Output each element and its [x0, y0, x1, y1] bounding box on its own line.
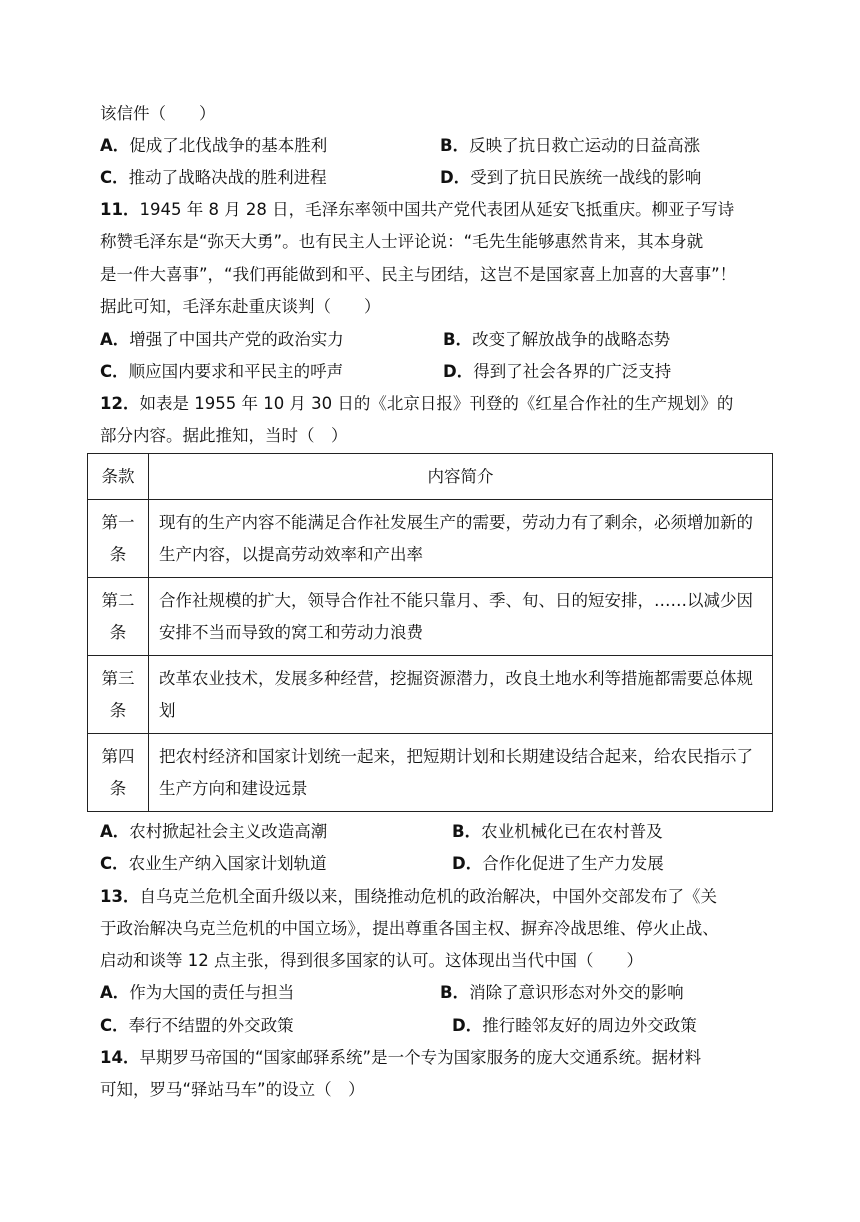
q12-options-row-1: [100, 821, 780, 843]
table-cell-clause: [88, 734, 149, 812]
q13-options-row-1: [100, 982, 780, 1004]
question-text: 早期罗马帝国的“国家邮驿系统”是一个专为国家服务的庞大交通系统。据材料: [139, 1048, 702, 1067]
clause-label: 第四条: [101, 746, 135, 798]
option-text: 作为大国的责任与担当: [129, 983, 295, 1002]
q13-options-row-2: [100, 1015, 780, 1037]
q11-stem-line-4: 据此可知，毛泽东赴重庆谈判（ ）: [100, 297, 381, 316]
option-letter: A．: [100, 822, 130, 841]
option-text: 增强了中国共产党的政治实力: [129, 330, 344, 349]
q11-option-b[interactable]: [443, 329, 670, 351]
option-letter: A．: [100, 330, 130, 349]
question-number: 14．: [100, 1048, 140, 1067]
option-letter: A．: [100, 136, 130, 155]
q12-option-d[interactable]: [452, 853, 664, 875]
option-letter: B．: [440, 983, 470, 1002]
q11-stem-line-1: [100, 199, 734, 221]
q13-stem-line-2: 于政治解决乌克兰危机的中国立场》，提出尊重各国主权、摒弃冷战思维、停火止战、: [100, 919, 719, 938]
q11-stem-line-3: 是一件大喜事”，“我们再能做到和平、民主与团结，这岂不是国家喜上加喜的大喜事”！: [100, 265, 737, 284]
table-header-clause: 条款: [88, 454, 149, 500]
option-letter: B．: [443, 330, 473, 349]
option-text: 受到了抗日民族统一战线的影响: [470, 168, 702, 187]
question-text: 如表是 1955 年 10 月 30 日的《北京日报》刊登的《红星合作社的生产规划》的: [139, 394, 734, 413]
q11-option-a[interactable]: [100, 329, 344, 351]
q10-option-b[interactable]: [440, 135, 700, 157]
option-letter: B．: [440, 136, 470, 155]
production-plan-table: [87, 453, 773, 812]
clause-label: 第三条: [101, 668, 135, 720]
option-text: 合作化促进了生产力发展: [482, 854, 664, 873]
table-cell-clause: [88, 578, 149, 656]
q11-options-row-2: [100, 361, 780, 383]
clause-label: 第二条: [101, 590, 135, 642]
option-text: 促成了北伐战争的基本胜利: [129, 136, 328, 155]
q13-stem-line-3: 启动和谈等 12 点主张，得到很多国家的认可。这体现出当代中国（ ）: [100, 951, 643, 970]
q10-options-row-1: [100, 135, 780, 157]
q12-stem-line-2: 部分内容。据此推知，当时（ ）: [100, 426, 348, 445]
q14-stem-line-1: [100, 1047, 701, 1069]
table-cell-content: 现有的生产内容不能满足合作社发展生产的需要，劳动力有了剩余，必须增加新的生产内容，以提高劳动效率和产出率: [149, 500, 773, 578]
q13-stem-line-1: [100, 886, 717, 908]
option-text: 推动了战略决战的胜利进程: [128, 168, 327, 187]
option-letter: D．: [443, 362, 474, 381]
q13-option-c[interactable]: [100, 1015, 294, 1037]
table-cell-clause: [88, 656, 149, 734]
option-text: 农业生产纳入国家计划轨道: [128, 854, 327, 873]
table-cell-content: 把农村经济和国家计划统一起来，把短期计划和长期建设结合起来，给农民指示了生产方向和建设远景: [149, 734, 773, 812]
clause-label: 第一条: [101, 512, 135, 564]
table-row: [88, 500, 773, 578]
option-text: 得到了社会各界的广泛支持: [473, 362, 672, 381]
option-letter: C．: [100, 854, 129, 873]
q10-option-c[interactable]: [100, 167, 327, 189]
q10-options-row-2: [100, 167, 780, 189]
q12-stem-line-1: [100, 393, 733, 415]
q11-option-d[interactable]: [443, 361, 671, 383]
table-row: [88, 734, 773, 812]
table-row: [88, 656, 773, 734]
q11-options-row-1: [100, 329, 780, 351]
option-letter: C．: [100, 362, 129, 381]
question-number: 11．: [100, 200, 140, 219]
option-text: 农业机械化已在农村普及: [481, 822, 663, 841]
option-text: 反映了抗日救亡运动的日益高涨: [469, 136, 701, 155]
q10-option-a[interactable]: [100, 135, 327, 157]
question-number: 12．: [100, 394, 140, 413]
option-text: 农村掀起社会主义改造高潮: [129, 822, 328, 841]
option-letter: A．: [100, 983, 130, 1002]
option-text: 推行睦邻友好的周边外交政策: [482, 1016, 697, 1035]
question-text: 1945 年 8 月 28 日，毛泽东率领中国共产党代表团从延安飞抵重庆。柳亚子写诗: [139, 200, 735, 219]
question-text: 自乌克兰危机全面升级以来，围绕推动危机的政治解决，中国外交部发布了《关: [139, 887, 717, 906]
option-text: 奉行不结盟的外交政策: [128, 1016, 294, 1035]
q13-option-b[interactable]: [440, 982, 684, 1004]
q10-option-d[interactable]: [440, 167, 701, 189]
table-cell-content: 合作社规模的扩大，领导合作社不能只靠月、季、旬、日的短安排，……以减少因安排不当而导致的窝工和劳动力浪费: [149, 578, 773, 656]
prev-question-tail: 该信件（ ）: [100, 104, 216, 123]
q12-option-c[interactable]: [100, 853, 327, 875]
table-header-content: 内容简介: [149, 454, 773, 500]
q13-option-d[interactable]: [452, 1015, 697, 1037]
q12-option-a[interactable]: [100, 821, 327, 843]
table-cell-content: 改革农业技术，发展多种经营，挖掘资源潜力，改良土地水利等措施都需要总体规划: [149, 656, 773, 734]
question-number: 13．: [100, 887, 140, 906]
option-text: 改变了解放战争的战略态势: [472, 330, 671, 349]
option-text: 顺应国内要求和平民主的呼声: [128, 362, 344, 381]
option-letter: C．: [100, 1016, 129, 1035]
q11-stem-line-2: 称赞毛泽东是“弥天大勇”。也有民主人士评论说：“毛先生能够惠然肯来，其本身就: [100, 232, 704, 251]
option-letter: D．: [452, 854, 483, 873]
q12-option-b[interactable]: [452, 821, 663, 843]
table-row: [88, 578, 773, 656]
option-letter: D．: [440, 168, 471, 187]
q14-stem-line-2: 可知，罗马“驿站马车”的设立（ ）: [100, 1080, 365, 1099]
option-letter: B．: [452, 822, 482, 841]
option-text: 消除了意识形态对外交的影响: [469, 983, 684, 1002]
table-header-row: [88, 454, 773, 500]
q11-option-c[interactable]: [100, 361, 343, 383]
option-letter: C．: [100, 168, 129, 187]
q13-option-a[interactable]: [100, 982, 294, 1004]
option-letter: D．: [452, 1016, 483, 1035]
q12-options-row-2: [100, 853, 780, 875]
table-cell-clause: [88, 500, 149, 578]
